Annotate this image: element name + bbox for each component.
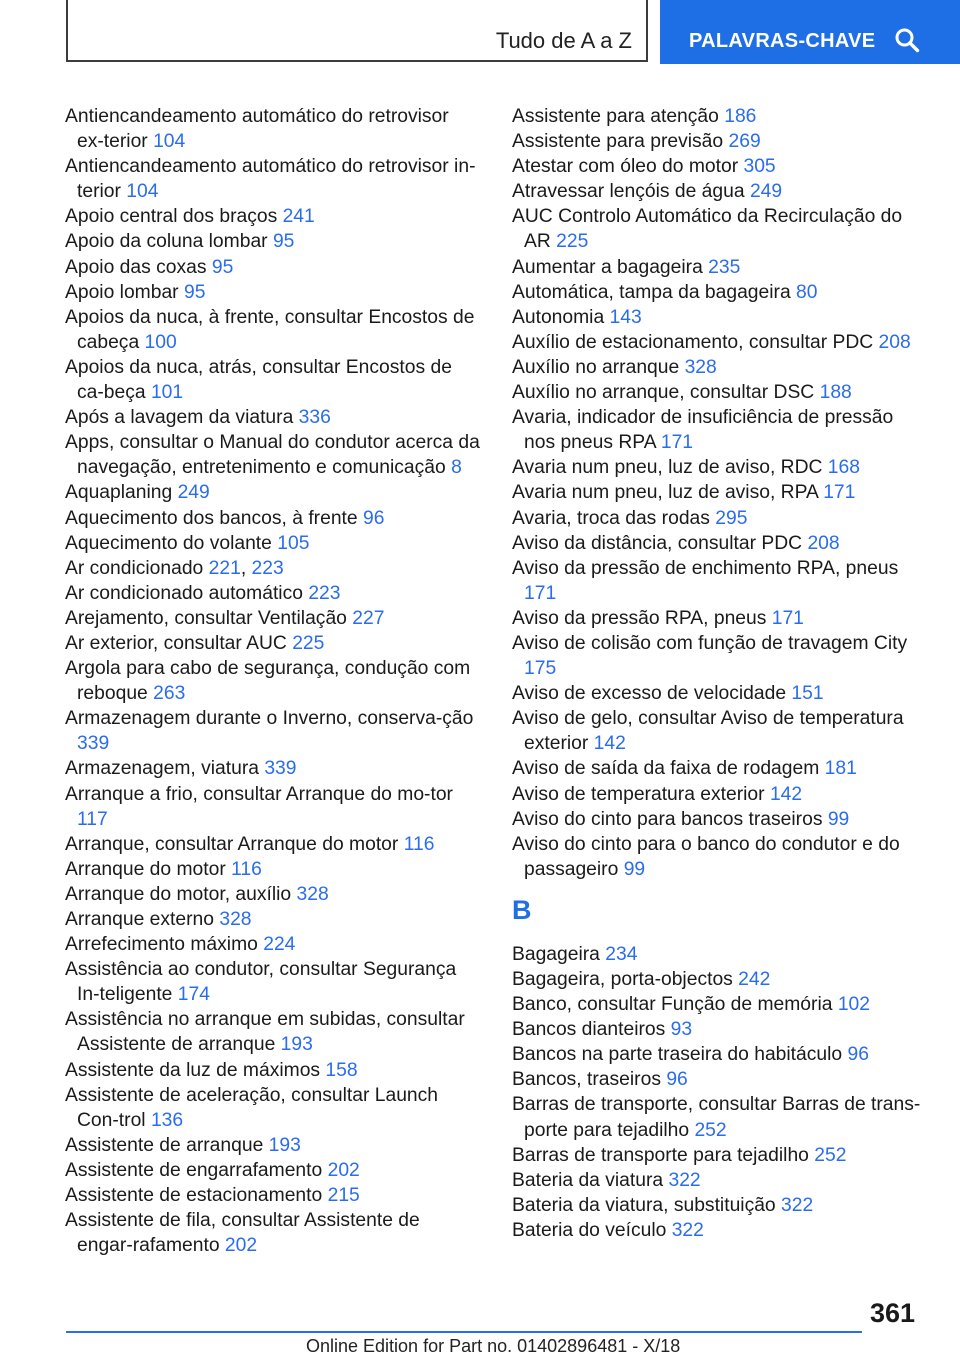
index-entry bbox=[65, 606, 480, 631]
index-entry-text: Aviso do cinto para bancos traseiros bbox=[512, 808, 828, 830]
index-entry-text: Assistente de estacionamento bbox=[65, 1185, 328, 1207]
page-link[interactable]: 181 bbox=[824, 758, 857, 780]
page-link[interactable]: 175 bbox=[524, 658, 557, 680]
page-link[interactable]: 322 bbox=[668, 1169, 701, 1191]
page-link[interactable]: 99 bbox=[827, 808, 850, 830]
index-entry bbox=[512, 556, 927, 606]
index-entry bbox=[65, 706, 480, 756]
index-entry-text: Aviso do cinto para o banco do condutor e do passageiro bbox=[512, 833, 900, 880]
index-entry-text: Apoio lombar bbox=[65, 281, 184, 303]
page-link[interactable]: 102 bbox=[837, 994, 870, 1016]
page-link[interactable]: 328 bbox=[684, 356, 717, 378]
page-link[interactable]: 339 bbox=[264, 758, 297, 780]
index-entry-text: Argola para cabo de segurança, condução com reboque bbox=[65, 658, 471, 705]
index-entry-text: Aquecimento do volante bbox=[65, 532, 278, 554]
index-entry-text: Aviso da pressão RPA, pneus bbox=[512, 607, 772, 629]
index-entry bbox=[512, 280, 927, 305]
index-entry bbox=[512, 606, 927, 631]
index-entry bbox=[65, 506, 480, 531]
index-entry-text: Apoio da coluna lombar bbox=[65, 231, 273, 253]
page-link[interactable]: 224 bbox=[263, 934, 296, 956]
page-link[interactable]: 328 bbox=[219, 909, 252, 930]
index-entry-text: Assistente de aceleração, consultar Launch Con-trol bbox=[65, 1084, 438, 1131]
page-link[interactable]: 96 bbox=[666, 1069, 688, 1091]
index-entry-text: Arranque externo bbox=[65, 909, 220, 930]
index-entry bbox=[65, 832, 480, 857]
index-entry-text: Aviso de saída da faixa de rodagem bbox=[512, 758, 825, 780]
index-entry bbox=[512, 1143, 927, 1168]
page-link[interactable]: 269 bbox=[728, 131, 761, 153]
index-entry-text: Aviso de gelo, consultar Aviso de temperatura exterior bbox=[512, 708, 904, 755]
page-link[interactable]: 188 bbox=[819, 382, 852, 404]
index-entry bbox=[65, 480, 480, 505]
page-link[interactable]: 171 bbox=[771, 607, 804, 629]
page-link[interactable]: 322 bbox=[671, 1219, 704, 1241]
page-link[interactable]: 93 bbox=[670, 1019, 693, 1041]
index-entry-text: Ar exterior, consultar AUC bbox=[65, 632, 293, 654]
index-entry-text: Armazenagem durante o Inverno, conserva-ção bbox=[65, 708, 474, 730]
index-entry bbox=[512, 405, 927, 455]
page-link[interactable]: 221 bbox=[208, 557, 241, 579]
top-navigation bbox=[66, 0, 960, 66]
index-entry-text: Assistência no arranque em subidas, consultar Assistente de arranque bbox=[65, 1009, 465, 1056]
index-entry-text: Aquecimento dos bancos, à frente bbox=[65, 507, 363, 529]
index-entry bbox=[512, 967, 927, 992]
index-entry-text: Arranque a frio, consultar Arranque do mo-tor bbox=[65, 783, 453, 805]
page-link[interactable]: 193 bbox=[280, 1034, 313, 1056]
page-link[interactable]: 202 bbox=[327, 1159, 360, 1181]
index-entry bbox=[65, 104, 480, 154]
page-number: 361 bbox=[870, 1298, 916, 1328]
page-link[interactable]: 95 bbox=[183, 281, 206, 303]
index-entry bbox=[65, 581, 480, 606]
page-link[interactable]: 208 bbox=[878, 331, 911, 353]
index-entry bbox=[512, 179, 927, 204]
page-link[interactable]: 8 bbox=[451, 457, 462, 479]
index-entry bbox=[512, 631, 927, 681]
index-entry-text: Após a lavagem da viatura bbox=[65, 407, 299, 429]
page-link[interactable]: 151 bbox=[791, 683, 824, 705]
index-entry-text: Avaria num pneu, luz de aviso, RDC bbox=[512, 457, 828, 479]
page-link[interactable]: 143 bbox=[609, 306, 642, 328]
page-link[interactable]: 116 bbox=[403, 833, 435, 855]
index-entry-text: Arrefecimento máximo bbox=[65, 934, 264, 956]
index-entry bbox=[65, 430, 480, 480]
index-entry bbox=[512, 531, 927, 556]
index-entry bbox=[65, 631, 480, 656]
index-entry bbox=[65, 932, 480, 957]
index-entry bbox=[65, 556, 480, 581]
index-entry bbox=[65, 305, 480, 355]
index-entry-text: Assistente para previsão bbox=[512, 131, 729, 153]
page-link[interactable]: 136 bbox=[150, 1109, 184, 1131]
page-link[interactable]: 193 bbox=[268, 1134, 301, 1156]
index-entry bbox=[512, 832, 927, 882]
index-entry-text: Apoio das coxas bbox=[65, 256, 212, 278]
index-entry-text: Apoios da nuca, atrás, consultar Encostos de ca-beça bbox=[65, 356, 452, 404]
page-link[interactable]: 295 bbox=[715, 507, 748, 529]
page-link[interactable]: 227 bbox=[352, 607, 385, 629]
index-entry-text: Atestar com óleo do motor bbox=[512, 156, 744, 178]
search-icon[interactable] bbox=[894, 27, 920, 53]
index-entry bbox=[512, 330, 927, 355]
index-entry bbox=[65, 656, 480, 706]
index-entry-text: Arejamento, consultar Ventilação bbox=[65, 607, 353, 629]
page-link[interactable]: 142 bbox=[593, 733, 626, 755]
page-link[interactable]: 104 bbox=[153, 131, 186, 153]
page-link[interactable]: 171 bbox=[524, 582, 557, 604]
page-link[interactable]: 100 bbox=[144, 331, 177, 353]
page-link[interactable]: 168 bbox=[827, 457, 860, 479]
index-entry-text: Antiencandeamento automático do retrovisor ex-terior bbox=[65, 106, 449, 153]
page-link[interactable]: 96 bbox=[847, 1044, 869, 1066]
index-entry bbox=[512, 1168, 927, 1193]
page-link[interactable]: 208 bbox=[807, 532, 840, 554]
index-entry bbox=[512, 305, 927, 330]
index-entry bbox=[65, 1208, 480, 1258]
index-entry-text: Assistente de arranque bbox=[65, 1134, 269, 1156]
index-entry bbox=[512, 129, 927, 154]
index-entry bbox=[512, 380, 927, 405]
index-entry bbox=[65, 204, 480, 229]
index-entry bbox=[65, 782, 480, 832]
index-entry-text: Armazenagem, viatura bbox=[65, 758, 265, 780]
page-link[interactable]: 96 bbox=[362, 507, 385, 529]
index-entry bbox=[65, 1158, 480, 1183]
index-entry bbox=[512, 942, 927, 967]
index-entry-text: Assistente para atenção bbox=[512, 106, 725, 127]
page-link[interactable]: 104 bbox=[126, 181, 159, 203]
index-entry-text: Assistente de engarrafamento bbox=[65, 1159, 328, 1181]
index-entry bbox=[512, 1042, 927, 1067]
index-entry bbox=[512, 154, 927, 179]
page-link[interactable]: 336 bbox=[298, 407, 331, 429]
index-entry bbox=[512, 204, 927, 254]
index-entry-text: Assistente de fila, consultar Assistente de engar-rafamento bbox=[65, 1210, 420, 1257]
page-link[interactable]: 95 bbox=[272, 231, 295, 253]
index-entry bbox=[65, 907, 480, 932]
index-entry-text: Antiencandeamento automático do retrovisor in-terior bbox=[65, 156, 476, 203]
index-entry-text: Arranque do motor bbox=[65, 858, 232, 880]
index-entry bbox=[65, 857, 480, 882]
index-entry-text: Apoios da nuca, à frente, consultar Encostos de cabeça bbox=[65, 306, 475, 353]
index-entry-text: AUC Controlo Automático da Recirculação do AR bbox=[512, 206, 903, 253]
page-link[interactable]: 234 bbox=[605, 943, 638, 965]
index-entry bbox=[65, 355, 480, 405]
index-entry-text: Barras de transporte, consultar Barras de trans-porte para tejadilho bbox=[512, 1094, 921, 1141]
index-entry-text: Aviso de temperatura exterior bbox=[512, 783, 770, 805]
index-entry-text: Bateria da viatura, substituição bbox=[512, 1194, 782, 1216]
index-entry bbox=[512, 104, 927, 129]
index-entry bbox=[65, 255, 480, 280]
page-link[interactable]: 95 bbox=[211, 256, 234, 278]
index-column-left bbox=[65, 104, 480, 1258]
page-link[interactable]: 142 bbox=[769, 783, 803, 805]
page-link[interactable]: 158 bbox=[325, 1059, 358, 1081]
index-entry bbox=[65, 154, 480, 204]
index-entry bbox=[65, 1133, 480, 1158]
index-entry-text: Aviso da distância, consultar PDC bbox=[512, 532, 808, 554]
index-entry-text: Arranque, consultar Arranque do motor bbox=[65, 833, 404, 855]
page-link[interactable]: 186 bbox=[724, 106, 757, 127]
page-link[interactable]: 322 bbox=[781, 1194, 814, 1216]
page-link[interactable]: 105 bbox=[277, 532, 310, 554]
index-entry bbox=[65, 1183, 480, 1208]
index-entry-text: Ar condicionado automático bbox=[65, 582, 309, 604]
page-link[interactable]: 202 bbox=[224, 1235, 258, 1257]
index-entry-text: Bancos, traseiros bbox=[512, 1069, 667, 1091]
index-entry-text: Apoio central dos braços bbox=[65, 206, 283, 228]
tab-keywords[interactable] bbox=[660, 0, 960, 64]
index-entry bbox=[512, 355, 927, 380]
edition-text: Online Edition for Part no. 01402896481 - X/18 bbox=[306, 1336, 681, 1356]
index-entry-text: Avaria, indicador de insuficiência de pressão nos pneus RPA bbox=[512, 407, 894, 454]
page-link[interactable]: 116 bbox=[231, 858, 262, 880]
page-link[interactable]: 174 bbox=[177, 984, 210, 1006]
index-entry-text: Autonomia bbox=[512, 306, 610, 328]
index-entry bbox=[512, 480, 927, 505]
index-entry-text: Avaria num pneu, luz de aviso, RPA bbox=[512, 482, 824, 504]
index-entry bbox=[65, 882, 480, 907]
index-entry bbox=[512, 807, 927, 832]
index-entry-text: Aviso da pressão de enchimento RPA, pneus bbox=[512, 557, 899, 579]
index-entry-text: Bateria da viatura bbox=[512, 1169, 669, 1191]
page-link[interactable]: 249 bbox=[177, 482, 210, 504]
index-entry-text: Aviso de colisão com função de travagem City bbox=[512, 632, 908, 654]
page-link[interactable]: 171 bbox=[660, 432, 694, 454]
page-link[interactable]: 99 bbox=[623, 858, 646, 880]
index-entry-text: Atravessar lençóis de água bbox=[512, 181, 750, 203]
index-entry bbox=[512, 1193, 927, 1218]
page-link[interactable]: 215 bbox=[327, 1185, 360, 1207]
page-link[interactable]: 80 bbox=[796, 281, 818, 303]
page-link[interactable]: 339 bbox=[77, 733, 110, 755]
index-entry-text: Automática, tampa da bagageira bbox=[512, 281, 797, 303]
index-entry bbox=[512, 1067, 927, 1092]
section-letter-b: B bbox=[512, 894, 532, 925]
index-entry-text: Ar condicionado bbox=[65, 557, 209, 579]
index-entry bbox=[65, 1007, 480, 1057]
page-link[interactable]: 328 bbox=[296, 883, 329, 905]
index-entry-text: Avaria, troca das rodas bbox=[512, 507, 716, 529]
index-entry-text: Assistência ao condutor, consultar Segurança In-teligente bbox=[65, 959, 457, 1006]
index-entry-text: Aquaplaning bbox=[65, 482, 178, 504]
index-entry bbox=[512, 992, 927, 1017]
index-entry-text: Aumentar a bagageira bbox=[512, 256, 709, 278]
index-entry bbox=[65, 405, 480, 430]
index-entry-text: Auxílio no arranque bbox=[512, 356, 685, 378]
index-group-a bbox=[512, 104, 927, 882]
page-link[interactable]: 223 bbox=[251, 557, 284, 579]
page-link[interactable]: 223 bbox=[308, 582, 341, 604]
index-entry-text: Banco, consultar Função de memória bbox=[512, 994, 838, 1016]
index-entry bbox=[512, 782, 927, 807]
page-link[interactable]: 249 bbox=[749, 181, 783, 203]
index-entry bbox=[65, 1058, 480, 1083]
index-entry-text: Auxílio no arranque, consultar DSC bbox=[512, 382, 820, 404]
page-link[interactable]: 252 bbox=[694, 1119, 727, 1141]
page-link[interactable]: 241 bbox=[282, 206, 315, 228]
index-entry bbox=[512, 255, 927, 280]
index-entry bbox=[512, 1017, 927, 1042]
index-entry bbox=[512, 1092, 927, 1142]
page-link[interactable]: 225 bbox=[556, 231, 589, 253]
index-entry bbox=[512, 706, 927, 756]
index-entry bbox=[65, 229, 480, 254]
page-link[interactable]: 171 bbox=[823, 482, 856, 504]
index-entry-text: Arranque do motor, auxílio bbox=[65, 883, 297, 905]
index-entry bbox=[65, 957, 480, 1007]
index-entry-text: Bancos dianteiros bbox=[512, 1019, 671, 1041]
index-entry-text: Bateria do veículo bbox=[512, 1219, 672, 1241]
tab-a-to-z[interactable] bbox=[66, 0, 648, 62]
index-entry bbox=[512, 455, 927, 480]
page-link[interactable]: 117 bbox=[77, 808, 108, 830]
index-entry-text: Bagageira bbox=[512, 943, 606, 965]
index-entry-text: Aviso de excesso de velocidade bbox=[512, 683, 792, 705]
page-link[interactable]: 263 bbox=[153, 683, 186, 705]
index-entry bbox=[512, 1218, 927, 1243]
page-separator: , bbox=[240, 557, 252, 579]
index-entry-text: Barras de transporte para tejadilho bbox=[512, 1144, 815, 1166]
index-entry bbox=[65, 1083, 480, 1133]
index-entry bbox=[65, 280, 480, 305]
page-link[interactable]: 225 bbox=[292, 632, 325, 654]
index-entry-text: Bagageira, porta-objectos bbox=[512, 969, 739, 990]
index-entry-text: Assistente da luz de máximos bbox=[65, 1059, 326, 1081]
page-link[interactable]: 242 bbox=[738, 969, 771, 990]
page-link[interactable]: 305 bbox=[743, 156, 776, 178]
page-link[interactable]: 252 bbox=[814, 1144, 847, 1166]
index-entry bbox=[65, 756, 480, 781]
page-link[interactable]: 101 bbox=[150, 382, 184, 404]
index-entry bbox=[512, 506, 927, 531]
index-entry-text: Bancos na parte traseira do habitáculo bbox=[512, 1044, 848, 1066]
index-entry-text: Apps, consultar o Manual do condutor acerca da navegação, entretenimento e comunicação bbox=[65, 432, 480, 479]
page-link[interactable]: 235 bbox=[708, 256, 741, 278]
footer-edition bbox=[306, 1336, 680, 1357]
tab-keywords-label: PALAVRAS-CHAVE bbox=[689, 30, 876, 52]
footer-divider bbox=[66, 1331, 862, 1333]
index-group-b bbox=[512, 942, 927, 1243]
index-entry-text: Auxílio de estacionamento, consultar PDC bbox=[512, 331, 879, 353]
index-entry bbox=[65, 531, 480, 556]
index-entry bbox=[512, 756, 927, 781]
index-column-right bbox=[512, 104, 927, 1243]
tab-a-to-z-label: Tudo de A a Z bbox=[495, 28, 632, 53]
index-entry bbox=[512, 681, 927, 706]
